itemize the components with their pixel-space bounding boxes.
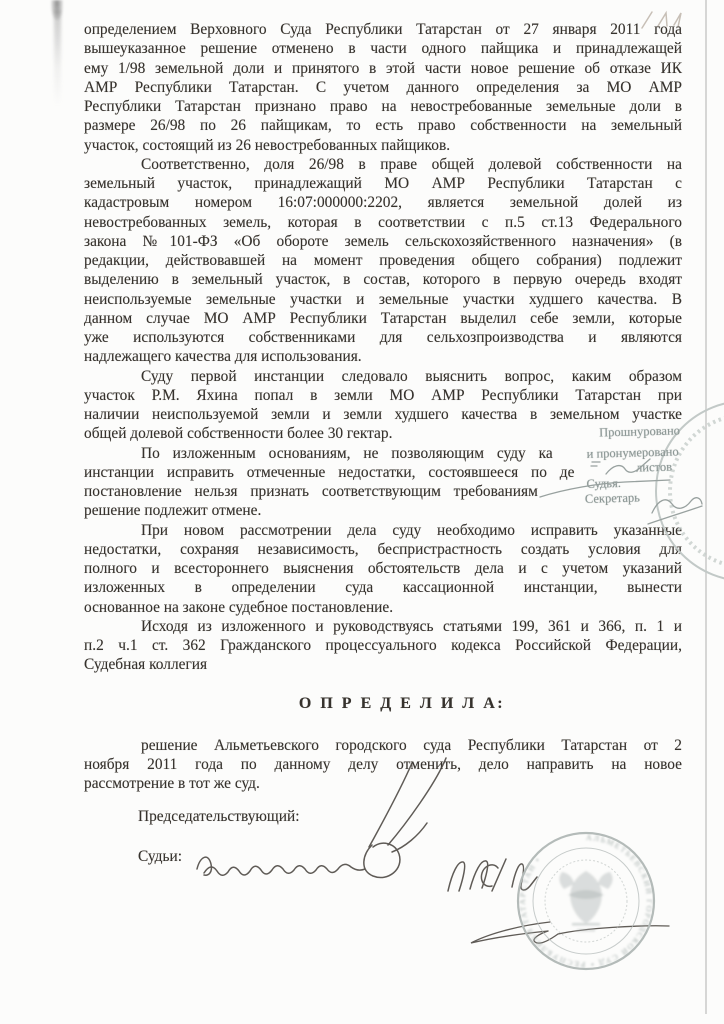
text-line: наличии неиспользуемой земли и земли худшего качества в земельном участке (84, 406, 682, 423)
text-line: Исходя из изложенного и руководствуясь статьями 199, 361 и 366, п. 1 и (141, 617, 682, 635)
text-line: рассмотрение в тот же суд. (84, 775, 260, 792)
text-line: невостребованных земель, которая в соответствии с п.5 ст.13 Федерального (84, 213, 682, 231)
binding-stamp-line: Секретарь (584, 490, 641, 506)
text-line: решение Альметьевского городского суда Республики Татарстан от 2 (141, 736, 682, 754)
text-line: выделению в земельный участок, в состав, которого в первую очередь входят (84, 271, 682, 289)
text-line: общей долевой собственности более 30 гектар. (84, 425, 393, 443)
text-line: участок Р.М. Яхина попал в земли МО АМР Республики Татарстан при (84, 386, 682, 404)
text-line: уже используются собственниками для сельхозпроизводства и являются (84, 329, 682, 346)
binding-stamp-line: листов (635, 459, 673, 475)
text-line: закона №101-ФЗ «Об обороте земель сельскохозяйственного назначения» (в (84, 232, 682, 250)
text-line: данном случае МО АМР Республики Татарстан выделил себе земли, которые (84, 309, 682, 327)
judges-label: Судьи: (138, 847, 182, 865)
text-line: земельный участок, принадлежащий МО АМР Республики Татарстан с (84, 175, 682, 192)
text-line: определением Верховного Суда Республики Татарстан от 27 января 2011 года (84, 21, 682, 38)
text-line: решение подлежит отмене. (84, 502, 262, 520)
binding-stamp-signatures (540, 459, 702, 524)
binding-stamp-line: Судья. (586, 475, 622, 491)
text-line: неиспользуемые земельные участки и земельные участки худшего качества. В (84, 290, 682, 308)
judge-signature-1 (197, 857, 365, 875)
chairman-signature (364, 758, 446, 877)
seal-emblem (559, 871, 612, 932)
text-line: Суду первой инстанции следовало выяснить вопрос, каким образом (141, 367, 682, 385)
text-line: редакции, действовавшей на момент проведения общего собрания) подлежит (84, 252, 682, 269)
court-seal (506, 823, 666, 981)
text-line: изложенных в определении суда кассационной инстанции, вынести (84, 579, 682, 597)
text-line: АМР Республики Татарстан. С учетом данного определения за МО АМР (84, 78, 682, 96)
text-line: Республики Татарстан признано право на невостребованные земельные доли в (84, 98, 682, 115)
text-line: вышеуказанное решение отменено в части одного пайщика и принадлежащей (84, 40, 682, 58)
text-line: Соответственно, доля 26/98 в праве общей долевой собственности на (141, 155, 682, 173)
text-line: кадастровым номером 16:07:000000:2202, является земельной долей из (84, 194, 682, 212)
text-line: Судебная коллегия (84, 656, 208, 674)
text-line: ему 1/98 земельной доли и принятого в этой части новое решение об отказе ИК (84, 59, 682, 77)
text-line: полного и всестороннего выяснения обстоятельств дела и с учетом указаний (84, 560, 682, 577)
text-line: инстанции исправить отмеченные недостатки, состоявшееся по де (84, 463, 575, 481)
text-line: надлежащего качества для использования. (84, 348, 362, 366)
chairman-label: Председательствующий: (138, 808, 300, 826)
text-line: По изложенным основаниям, не позволяющим суду ка (141, 444, 553, 462)
text-line: основанное на законе судебное постановление. (84, 598, 394, 616)
text-line: участок, состоящий из 26 невостребованных пайщиков. (84, 136, 451, 154)
text-line: размере 26/98 по 26 пайщикам, то есть право собственности на земельный (84, 117, 682, 135)
text-line: ноября 2011 года по данному делу отменить, дело направить на новое (84, 755, 682, 773)
ruling-heading: О П Р Е Д Е Л И Л А: (298, 694, 506, 712)
text-line: недостатки, сохраняя независимость, беспристрастность создать условия для (84, 540, 682, 558)
text-line: постановление нельзя признать соответствующим требованиям (84, 483, 538, 500)
seal-ring-text: АЛЬМЕТЬЕВСКИЙ ГОРОДСКОЙ СУД • РЕСПУБЛИКИ ТАТАРСТАН • (517, 832, 654, 970)
text-line: п.2 ч.1 ст. 362 Гражданского процессуального кодекса Российской Федерации, (84, 637, 682, 654)
text-line: При новом рассмотрении дела суду необходимо исправить указанные (141, 521, 682, 539)
binding-stamp-line: Прошнуровано (598, 423, 681, 440)
binding-stamp-line: и пронумеровано (586, 444, 679, 461)
